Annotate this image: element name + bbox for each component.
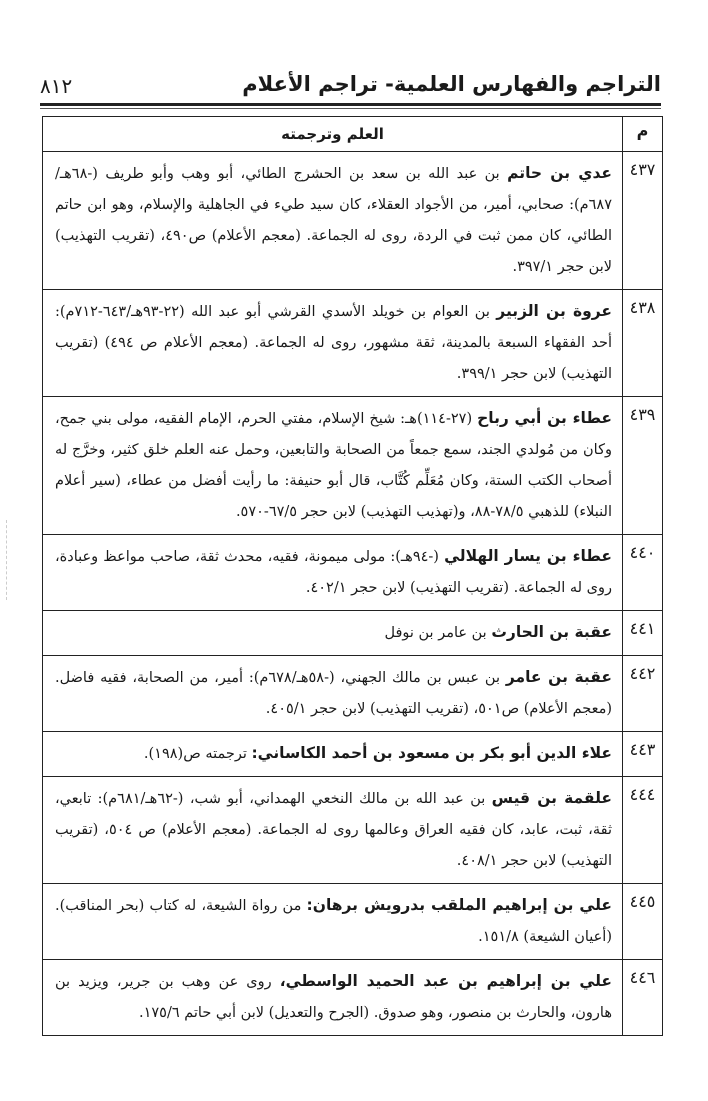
entry-name: عقبة بن الحارث xyxy=(491,623,612,641)
table-header-row xyxy=(43,117,662,152)
entry-body xyxy=(43,397,622,534)
entry-number: ٤٤٥ xyxy=(622,884,662,959)
entry-number: ٤٣٩ xyxy=(622,397,662,534)
entry-text: بن عامر بن نوفل xyxy=(384,625,492,641)
column-header-biography: العلم وترجمته xyxy=(281,125,384,143)
entry-text: (٢٧-١١٤)هـ: شيخ الإسلام، مفتي الحرم، الإمام الفقيه، مولى بني جمح، وكان من مُولدي الجند، سمع جمعاً من الصحابة والتابعين، وحمل عنه العلم خلق كثير، وخرَّج له أصحاب الكتب الستة، وكان مُعَلِّم كُتَّاب، قال أبو حنيفة: ما رأيت أفضل من عطاء، (سير أعلام النبلاء) للذهبي ٧٨/٥-٨٨، و(تهذيب التهذيب) لابن حجر ٦٧/٥-٥٧٠. xyxy=(55,411,612,520)
header-rule-thin xyxy=(40,108,661,109)
entry-number: ٤٣٨ xyxy=(622,290,662,396)
entry-name: علي بن إبراهيم بن عبد الحميد الواسطي، xyxy=(279,972,612,990)
table-row xyxy=(43,290,662,397)
header-rule xyxy=(40,103,661,106)
entry-number: ٤٣٧ xyxy=(622,152,662,289)
table-row xyxy=(43,732,662,777)
entry-text: بن عبد الله بن مالك النخعي الهمداني، أبو شب، (-٦٢هـ/٦٨١م): تابعي، ثقة، ثبت، عابد، كان فقيه العراق وعالمها روى له الجماعة. (معجم الأعلام) ص ٥٠٤، (تقريب التهذيب) لابن حجر ٤٠٨/١. xyxy=(55,791,613,869)
table-row xyxy=(43,611,662,656)
page-number: ٨١٢ xyxy=(40,74,73,98)
table-row xyxy=(43,656,662,732)
table-row xyxy=(43,152,662,290)
table-row xyxy=(43,535,662,611)
table-row xyxy=(43,777,662,884)
entry-name: عروة بن الزبير xyxy=(496,302,613,320)
entry-text: من رواة الشيعة، له كتاب (بحر المناقب). (أعيان الشيعة) ١٥١/٨. xyxy=(55,898,612,945)
entry-number: ٤٤١ xyxy=(622,611,662,655)
entry-text: ترجمته ص(١٩٨). xyxy=(143,746,252,762)
entry-name: علاء الدين أبو بكر بن مسعود بن أحمد الكاساني: xyxy=(251,744,612,762)
entry-body xyxy=(43,777,622,883)
entry-text: روى عن وهب بن جرير، ويزيد بن هارون، والحارث بن منصور، وهو صدوق. (الجرح والتعديل) لابن أبي حاتم ١٧٥/٦. xyxy=(55,974,612,1021)
biography-table xyxy=(42,116,663,1036)
entry-name: عدي بن حاتم xyxy=(507,164,612,182)
entry-number: ٤٤٦ xyxy=(622,960,662,1035)
column-header-number: م xyxy=(622,117,662,151)
entry-name: عطاء بن يسار الهلالي xyxy=(444,547,612,565)
entry-body xyxy=(43,611,622,655)
entry-number: ٤٤٤ xyxy=(622,777,662,883)
entry-name: عقبة بن عامر xyxy=(505,668,612,686)
entry-body xyxy=(43,960,622,1035)
entry-body xyxy=(43,656,622,731)
entry-body xyxy=(43,290,622,396)
entry-text: (-٩٤هـ): مولى ميمونة، فقيه، محدث ثقة، صاحب مواعظ وعبادة، روى له الجماعة. (تقريب التهذيب) لابن حجر ٤٠٢/١. xyxy=(55,549,612,596)
entry-body xyxy=(43,535,622,610)
entry-name: علي بن إبراهيم الملقب بدرويش برهان: xyxy=(306,896,612,914)
margin-mark xyxy=(6,520,9,600)
entry-name: علقمة بن قيس xyxy=(491,789,612,807)
running-title: التراجم والفهارس العلمية- تراجم الأعلام xyxy=(242,72,661,96)
entry-number: ٤٤٢ xyxy=(622,656,662,731)
entry-number: ٤٤٠ xyxy=(622,535,662,610)
table-row xyxy=(43,397,662,535)
entry-text: بن عبس بن مالك الجهني، (-٥٨هـ/٦٧٨م): أمير، من الصحابة، فقيه فاضل. (معجم الأعلام) ص٥٠١، (تقريب التهذيب) لابن حجر ٤٠٥/١. xyxy=(55,670,612,717)
entry-text: بن عبد الله بن سعد بن الحشرج الطائي، أبو وهب وأبو طريف (-٦٨هـ/ ٦٨٧م): صحابي، أمير، من الأجواد العقلاء، كان سيد طيء في الجاهلية والإسلام، وهو ابن حاتم الطائي، كان ممن ثبت في الردة، روى له الجماعة. (معجم الأعلام) ص٤٩٠، (تقريب التهذيب) لابن حجر ٣٩٧/١. xyxy=(55,166,613,275)
table-row xyxy=(43,884,662,960)
entry-body xyxy=(43,884,622,959)
entry-number: ٤٤٣ xyxy=(622,732,662,776)
entry-body xyxy=(43,732,622,776)
page-header xyxy=(40,70,661,100)
table-row xyxy=(43,960,662,1035)
entry-text: بن العوام بن خويلد الأسدي القرشي أبو عبد الله (٢٢-٩٣هـ/٦٤٣-٧١٢م): أحد الفقهاء السبعة بالمدينة، ثقة مشهور، روى له الجماعة. (معجم الأعلام ص ٤٩٤) (تقريب التهذيب) لابن حجر ٣٩٩/١. xyxy=(55,304,612,382)
entry-body xyxy=(43,152,622,289)
entry-name: عطاء بن أبي رباح xyxy=(477,409,613,427)
